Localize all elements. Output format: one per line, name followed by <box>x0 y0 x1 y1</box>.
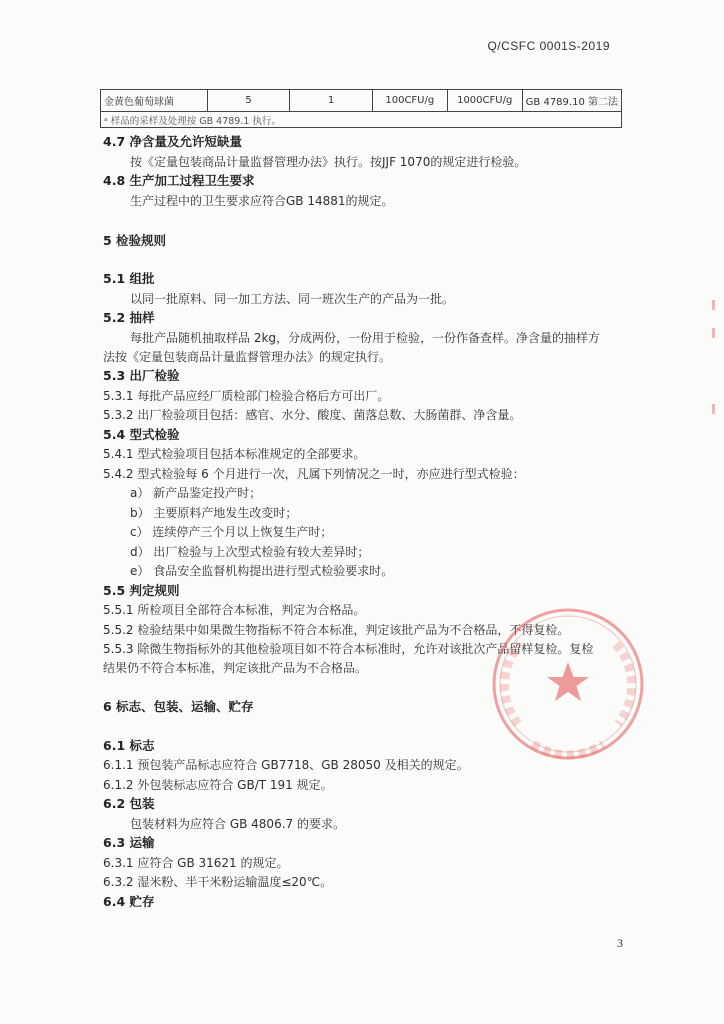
paragraph: 法按《定量包装商品计量监督管理办法》的规定执行。 <box>103 350 392 364</box>
table-cell: 金黄色葡萄球菌 <box>101 90 208 112</box>
table-cell: 5 <box>207 90 290 112</box>
table-cell: GB 4789.10 第二法 <box>522 90 621 112</box>
list-item: b） 主要原料产地发生改变时； <box>130 506 298 520</box>
edge-stamp-mark <box>712 300 715 310</box>
section-heading-6-4: 6.4 贮存 <box>103 894 155 909</box>
page-number: 3 <box>617 936 623 950</box>
edge-stamp-mark <box>712 328 715 338</box>
clause-5-5-3: 5.5.3 除微生物指标外的其他检验项目如不符合本标准时，允许对该批次产品留样复检。复检 <box>103 642 594 656</box>
clause-6-1-2: 6.1.2 外包装标志应符合 GB/T 191 规定。 <box>103 778 333 792</box>
section-heading-6-1: 6.1 标志 <box>103 738 155 753</box>
standard-code: Q/CSFC 0001S-2019 <box>487 39 610 53</box>
section-heading-6: 6 标志、包装、运输、贮存 <box>103 699 254 714</box>
clause-5-5-3-cont: 结果仍不符合本标准，判定该批产品为不合格品。 <box>103 661 368 675</box>
section-heading-5-2: 5.2 抽样 <box>103 310 155 325</box>
clause-5-5-1: 5.5.1 所检项目全部符合本标准，判定为合格品。 <box>103 603 366 617</box>
section-heading-5-5: 5.5 判定规则 <box>103 583 180 598</box>
microbial-limit-table <box>100 89 622 128</box>
section-heading-5-3: 5.3 出厂检验 <box>103 368 180 383</box>
list-item: a） 新产品鉴定投产时； <box>130 486 262 500</box>
table-note: ᵃ 样品的采样及处理按 GB 4789.1 执行。 <box>101 112 622 128</box>
section-heading-4-7: 4.7 净含量及允许短缺量 <box>103 134 242 149</box>
clause-6-3-1: 6.3.1 应符合 GB 31621 的规定。 <box>103 856 289 870</box>
table-row <box>101 90 622 112</box>
company-seal-icon <box>488 604 648 764</box>
clause-5-5-2: 5.5.2 检验结果中如果微生物指标不符合本标准，判定该批产品为不合格品，不得复检。 <box>103 623 570 637</box>
clause-5-3-2: 5.3.2 出厂检验项目包括：感官、水分、酸度、菌落总数、大肠菌群、净含量。 <box>103 408 522 422</box>
clause-6-3-2: 6.3.2 湿米粉、半干米粉运输温度≤20℃。 <box>103 875 333 889</box>
paragraph: 包装材料为应符合 GB 4806.7 的要求。 <box>130 817 345 831</box>
list-item: c） 连续停产三个月以上恢复生产时； <box>130 525 333 539</box>
edge-stamp-mark <box>712 404 715 414</box>
paragraph: 每批产品随机抽取样品 2kg，分成两份，一份用于检验，一份作备查样。净含量的抽样方 <box>130 331 601 345</box>
paragraph: 按《定量包装商品计量监督管理办法》执行。按JJF 1070的规定进行检验。 <box>130 155 527 169</box>
clause-6-1-1: 6.1.1 预包装产品标志应符合 GB7718、GB 28050 及相关的规定。 <box>103 758 469 772</box>
paragraph: 以同一批原料、同一加工方法、同一班次生产的产品为一批。 <box>130 292 455 306</box>
list-item: e） 食品安全监督机构提出进行型式检验要求时。 <box>130 564 394 578</box>
table-cell: 1000CFU/g <box>447 90 522 112</box>
section-heading-6-2: 6.2 包装 <box>103 796 155 811</box>
section-heading-4-8: 4.8 生产加工过程卫生要求 <box>103 173 255 188</box>
section-heading-5-1: 5.1 组批 <box>103 271 155 286</box>
section-heading-5: 5 检验规则 <box>103 233 167 248</box>
section-heading-5-4: 5.4 型式检验 <box>103 427 180 442</box>
table-note-row <box>101 112 622 128</box>
paragraph: 生产过程中的卫生要求应符合GB 14881的规定。 <box>130 194 394 208</box>
clause-5-4-1: 5.4.1 型式检验项目包括本标准规定的全部要求。 <box>103 447 366 461</box>
clause-5-4-2: 5.4.2 型式检验每 6 个月进行一次，凡属下列情况之一时，亦应进行型式检验： <box>103 467 525 481</box>
table-cell: 100CFU/g <box>372 90 447 112</box>
section-heading-6-3: 6.3 运输 <box>103 835 155 850</box>
clause-5-3-1: 5.3.1 每批产品应经厂质检部门检验合格后方可出厂。 <box>103 389 390 403</box>
table-cell: 1 <box>290 90 373 112</box>
list-item: d） 出厂检验与上次型式检验有较大差异时； <box>130 545 370 559</box>
